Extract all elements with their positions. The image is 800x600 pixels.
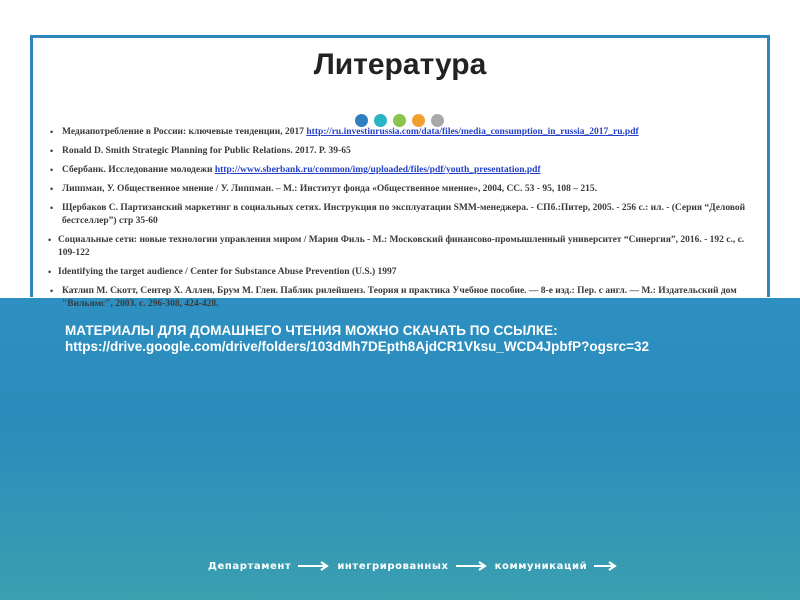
reference-text: Медиапотребление в России: ключевые тенденции, 2017 xyxy=(62,127,307,137)
list-item xyxy=(48,145,754,158)
arrow-right-icon xyxy=(593,561,619,571)
footer-word-communications: коммуникаций xyxy=(494,560,588,572)
bullet-icon: • xyxy=(48,235,52,245)
list-item xyxy=(48,164,754,177)
materials-link[interactable]: https://drive.google.com/drive/folders/103dMh7DEpth8AjdCR1Vksu_WCD4JpbfP?ogsrc=32 xyxy=(65,339,649,354)
list-item xyxy=(48,234,754,260)
reference-text: Социальные сети: новые технологии управления миром / Мария Филь - М.: Московский финансово-промышленный университет “Синергия”, 2016. - 192 с., с. 109-122 xyxy=(58,235,745,258)
bullet-icon: • xyxy=(50,146,54,156)
reference-text: Липпман, У. Общественное мнение / У. Липпман. – М.: Институт фонда «Общественное мнение», 2004, СС. 53 - 95, 108 – 215. xyxy=(62,184,597,194)
bullet-icon: • xyxy=(50,165,54,175)
footer-department-logo xyxy=(208,558,619,574)
arrow-right-icon xyxy=(455,561,489,571)
arrow-right-icon xyxy=(297,561,331,571)
reference-text: Щербаков С. Партизанский маркетинг в социальных сетях. Инструкция по эксплуатации SMM-менеджера. - СПб.:Питер, 2005. - 256 с.: ил. - (Серия “Деловой бестселлер”) стр 35-60 xyxy=(62,203,746,226)
reference-text: Катлип М. Скотт, Сентер Х. Аллен, Брум М. Глен. Паблик рилейшенз. Теория и практика Учебное пособие. — 8-е изд.: Пер. с англ. — М.: Издательский дом "Вильямс", 2003. с. 296-308, 424-428. xyxy=(62,286,737,309)
bullet-icon: • xyxy=(50,184,54,194)
reference-link[interactable]: http://www.sberbank.ru/common/img/uploaded/files/pdf/youth_presentation.pdf xyxy=(214,165,541,175)
bullet-icon: • xyxy=(50,286,54,296)
reference-text: Сбербанк. Исследование молодежи xyxy=(62,165,215,175)
materials-heading: МАТЕРИАЛЫ ДЛЯ ДОМАШНЕГО ЧТЕНИЯ МОЖНО СКАЧАТЬ ПО ССЫЛКЕ: xyxy=(65,323,558,338)
reference-link[interactable]: http://ru.investinrussia.com/data/files/media_consumption_in_russia_2017_ru.pdf xyxy=(306,127,639,137)
materials-note xyxy=(65,323,785,355)
list-item xyxy=(48,202,754,228)
list-item xyxy=(48,183,754,196)
reference-text: Identifying the target audience / Center for Substance Abuse Prevention (U.S.) 1997 xyxy=(58,267,397,277)
reference-list xyxy=(48,126,754,317)
list-item xyxy=(48,285,754,311)
page-title: Литература xyxy=(313,48,487,81)
bullet-icon: • xyxy=(50,203,54,213)
reference-text: Ronald D. Smith Strategic Planning for Public Relations. 2017. P. 39-65 xyxy=(62,146,351,156)
list-item xyxy=(48,266,754,279)
list-item xyxy=(48,126,754,139)
footer-word-integrated: интегрированных xyxy=(337,560,449,572)
bullet-icon: • xyxy=(48,267,52,277)
bullet-icon: • xyxy=(50,127,54,137)
footer-word-department: Департамент xyxy=(208,560,292,572)
